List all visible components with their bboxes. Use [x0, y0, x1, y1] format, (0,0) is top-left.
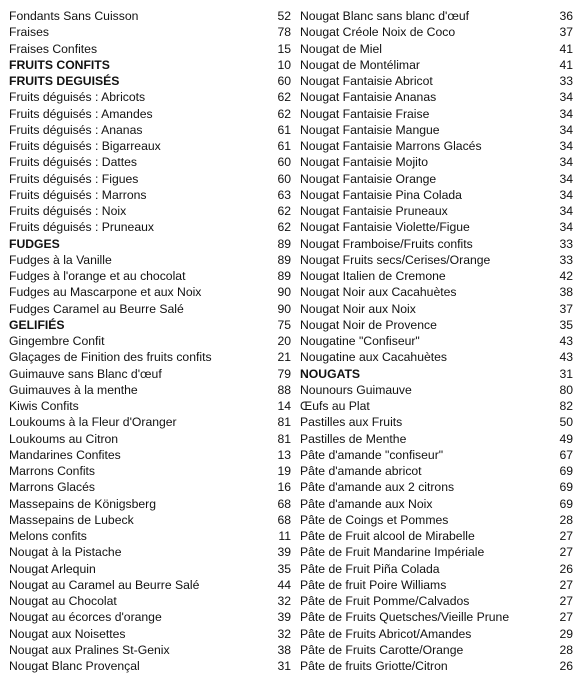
entry-page-number: 41	[559, 57, 573, 72]
entry-page-number: 82	[559, 399, 573, 413]
index-entry	[9, 642, 291, 658]
entry-page-number: 11	[278, 529, 291, 543]
entry-page-number: 69	[559, 464, 573, 478]
entry-page-number: 89	[277, 269, 291, 283]
entry-page-number: 26	[559, 659, 573, 673]
entry-page-number: 63	[277, 187, 291, 202]
index-entry	[9, 593, 291, 609]
index-entry	[9, 463, 291, 479]
index-section-heading	[300, 366, 573, 382]
index-entry	[300, 8, 573, 24]
entry-page-number: 26	[559, 561, 573, 576]
entry-page-number: 35	[277, 561, 291, 576]
entry-page-number: 62	[277, 106, 291, 121]
entry-title: Nougat aux Noisettes	[9, 626, 126, 641]
index-entry	[300, 609, 573, 625]
index-entry	[300, 447, 573, 463]
index-entry	[300, 642, 573, 658]
entry-page-number: 36	[559, 9, 573, 23]
entry-page-number: 52	[277, 9, 291, 23]
entry-page-number: 88	[277, 382, 291, 397]
index-entry	[300, 203, 573, 219]
index-section-heading	[9, 236, 291, 252]
entry-page-number: 37	[559, 301, 573, 316]
index-entry	[300, 349, 573, 365]
entry-title: Nougat Blanc Provençal	[9, 659, 140, 673]
index-entry	[9, 382, 291, 398]
entry-title: Melons confits	[9, 529, 87, 543]
index-entry	[300, 626, 573, 642]
entry-title: Fraises	[9, 25, 49, 40]
index-entry	[9, 8, 291, 24]
entry-page-number: 60	[277, 171, 291, 186]
entry-page-number: 14	[277, 399, 291, 413]
index-entry	[300, 301, 573, 317]
entry-title: Fruits déguisés : Noix	[9, 204, 127, 218]
entry-title: Œufs au Plat	[300, 399, 370, 413]
entry-title: Nougat Fantaisie Mojito	[300, 155, 429, 170]
index-column-left	[9, 8, 291, 674]
entry-title: Fudges à la Vanille	[9, 252, 112, 267]
index-entry	[300, 512, 573, 528]
index-entry	[300, 106, 573, 122]
entry-title: Pastilles aux Fruits	[300, 415, 403, 430]
entry-title: Marrons Confits	[9, 464, 96, 478]
entry-title: Pâte de Fruit alcool de Mirabelle	[300, 529, 475, 543]
index-entry	[300, 577, 573, 593]
entry-page-number: 34	[559, 171, 573, 186]
entry-title: Fruits déguisés : Abricots	[9, 90, 146, 105]
entry-page-number: 27	[559, 594, 573, 608]
index-entry	[9, 398, 291, 414]
entry-page-number: 50	[559, 415, 573, 430]
entry-title: Nougat au Caramel au Beurre Salé	[9, 577, 200, 592]
entry-page-number: 16	[277, 480, 291, 495]
entry-title: Nougat Fruits secs/Cerises/Orange	[300, 252, 491, 267]
index-entry	[9, 479, 291, 495]
index-entry	[300, 89, 573, 105]
entry-page-number: 13	[277, 447, 291, 462]
index-section-heading	[9, 73, 291, 89]
entry-title: Gingembre Confit	[9, 334, 105, 348]
entry-page-number: 27	[559, 545, 573, 560]
entry-title: FUDGES	[9, 236, 60, 251]
index-entry	[9, 284, 291, 300]
entry-title: Nougat Fantaisie Marrons Glacés	[300, 139, 482, 153]
entry-title: Massepains de Königsberg	[9, 496, 157, 511]
entry-title: Fruits déguisés : Dattes	[9, 155, 138, 170]
entry-page-number: 32	[277, 594, 291, 608]
index-entry	[300, 154, 573, 170]
index-entry	[9, 24, 291, 40]
index-entry	[300, 414, 573, 430]
index-entry	[300, 284, 573, 300]
index-entry	[9, 414, 291, 430]
entry-title: Nougat Fantaisie Violette/Figue	[300, 220, 470, 235]
entry-title: Fudges au Mascarpone et aux Noix	[9, 285, 202, 300]
entry-title: Fruits déguisés : Figues	[9, 171, 139, 186]
index-entry	[9, 577, 291, 593]
index-entry	[9, 496, 291, 512]
entry-title: Nougat Framboise/Fruits confits	[300, 236, 473, 251]
entry-page-number: 34	[559, 106, 573, 121]
entry-page-number: 28	[559, 512, 573, 527]
entry-title: Massepains de Lubeck	[9, 512, 134, 527]
index-entry	[9, 431, 291, 447]
entry-title: Nougat Fantaisie Ananas	[300, 90, 437, 105]
entry-title: Nougat Blanc sans blanc d'œuf	[300, 9, 469, 23]
entry-page-number: 62	[277, 220, 291, 235]
entry-title: Loukoums à la Fleur d'Oranger	[9, 415, 177, 430]
entry-page-number: 89	[277, 252, 291, 267]
index-entry	[9, 626, 291, 642]
index-entry	[300, 528, 573, 544]
entry-page-number: 34	[559, 90, 573, 105]
index-entry	[9, 561, 291, 577]
entry-title: Nougat Créole Noix de Coco	[300, 25, 456, 40]
entry-title: Pâte d'amande abricot	[300, 464, 422, 478]
entry-page-number: 44	[277, 577, 291, 592]
entry-page-number: 68	[277, 496, 291, 511]
entry-title: Nougat Noir aux Noix	[300, 301, 416, 316]
entry-page-number: 60	[277, 155, 291, 170]
entry-page-number: 10	[277, 57, 291, 72]
index-entry	[300, 333, 573, 349]
index-entry	[9, 609, 291, 625]
entry-title: Nougat Fantaisie Mangue	[300, 122, 440, 137]
entry-page-number: 20	[277, 334, 291, 348]
entry-page-number: 69	[559, 496, 573, 511]
entry-title: Pâte de fruit Poire Williams	[300, 577, 447, 592]
entry-page-number: 49	[559, 431, 573, 446]
entry-page-number: 32	[277, 626, 291, 641]
index-entry	[300, 382, 573, 398]
index-entry	[300, 219, 573, 235]
entry-page-number: 34	[559, 155, 573, 170]
entry-title: Nougatine aux Cacahuètes	[300, 350, 448, 365]
index-entry	[9, 106, 291, 122]
index-entry	[300, 171, 573, 187]
entry-page-number: 90	[277, 285, 291, 300]
index-entry	[300, 57, 573, 73]
entry-title: Fruits déguisés : Pruneaux	[9, 220, 154, 235]
entry-page-number: 68	[277, 512, 291, 527]
index-entry	[300, 561, 573, 577]
index-entry	[300, 41, 573, 57]
entry-page-number: 62	[277, 204, 291, 218]
index-entry	[9, 187, 291, 203]
entry-title: Nougat Fantaisie Orange	[300, 171, 437, 186]
entry-page-number: 19	[277, 464, 291, 478]
entry-title: Fondants Sans Cuisson	[9, 9, 139, 23]
entry-title: Guimauve sans Blanc d'œuf	[9, 366, 162, 381]
entry-page-number: 31	[277, 659, 291, 673]
entry-title: Pâte d'amande aux Noix	[300, 496, 433, 511]
entry-title: Pâte de Fruit Mandarine Impériale	[300, 545, 485, 560]
entry-page-number: 78	[277, 25, 291, 40]
entry-page-number: 61	[277, 139, 291, 153]
entry-page-number: 89	[277, 236, 291, 251]
entry-page-number: 39	[277, 545, 291, 560]
index-entry	[9, 366, 291, 382]
index-entry	[300, 593, 573, 609]
entry-page-number: 67	[559, 447, 573, 462]
index-entry	[300, 496, 573, 512]
entry-title: Fruits déguisés : Ananas	[9, 122, 143, 137]
entry-title: NOUGATS	[300, 366, 361, 381]
entry-page-number: 33	[559, 74, 573, 88]
index-entry	[9, 203, 291, 219]
entry-title: Nougat Fantaisie Pina Colada	[300, 187, 462, 202]
entry-page-number: 81	[277, 415, 291, 430]
entry-page-number: 43	[559, 350, 573, 365]
index-entry	[300, 138, 573, 154]
entry-title: Pâte de Fruits Abricot/Amandes	[300, 626, 472, 641]
entry-title: Nougat au Chocolat	[9, 594, 117, 608]
entry-page-number: 27	[559, 529, 573, 543]
index-entry	[300, 236, 573, 252]
entry-page-number: 38	[559, 285, 573, 300]
index-entry	[9, 349, 291, 365]
entry-title: Glaçages de Finition des fruits confits	[9, 350, 212, 365]
entry-title: Fruits déguisés : Bigarreaux	[9, 139, 161, 153]
index-column-right	[300, 8, 573, 674]
index-entry	[300, 268, 573, 284]
entry-page-number: 90	[277, 301, 291, 316]
entry-title: Nougat de Miel	[300, 41, 382, 56]
entry-page-number: 34	[559, 122, 573, 137]
entry-title: Fruits déguisés : Amandes	[9, 106, 153, 121]
entry-title: Nounours Guimauve	[300, 382, 412, 397]
index-entry	[9, 301, 291, 317]
entry-page-number: 34	[559, 139, 573, 153]
entry-page-number: 34	[559, 187, 573, 202]
entry-title: Pâte d'amande aux 2 citrons	[300, 480, 455, 495]
entry-page-number: 80	[559, 382, 573, 397]
entry-title: Fruits déguisés : Marrons	[9, 187, 147, 202]
entry-title: Pastilles de Menthe	[300, 431, 407, 446]
index-entry	[9, 41, 291, 57]
index-entry	[9, 252, 291, 268]
entry-title: Nougat Fantaisie Abricot	[300, 74, 433, 88]
entry-title: Nougat à la Pistache	[9, 545, 122, 560]
entry-title: Pâte de Coings et Pommes	[300, 512, 449, 527]
entry-page-number: 62	[277, 90, 291, 105]
entry-page-number: 37	[559, 25, 573, 40]
entry-page-number: 60	[277, 74, 291, 88]
entry-title: Marrons Glacés	[9, 480, 96, 495]
entry-page-number: 42	[559, 269, 573, 283]
entry-title: Nougat Fantaisie Pruneaux	[300, 204, 448, 218]
index-entry	[300, 463, 573, 479]
index-entry	[300, 479, 573, 495]
entry-title: Guimauves à la menthe	[9, 382, 138, 397]
entry-page-number: 43	[559, 334, 573, 348]
index-entry	[9, 447, 291, 463]
entry-title: Pâte de Fruit Piña Colada	[300, 561, 440, 576]
entry-title: Fraises Confites	[9, 41, 98, 56]
index-entry	[9, 268, 291, 284]
entry-title: Pâte d'amande "confiseur"	[300, 447, 444, 462]
entry-page-number: 31	[559, 366, 573, 381]
index-entry	[9, 658, 291, 674]
entry-title: Mandarines Confites	[9, 447, 121, 462]
entry-page-number: 33	[559, 236, 573, 251]
entry-page-number: 29	[559, 626, 573, 641]
entry-page-number: 27	[559, 577, 573, 592]
index-entry	[300, 544, 573, 560]
entry-page-number: 28	[559, 642, 573, 657]
entry-page-number: 21	[277, 350, 291, 365]
entry-title: Pâte de fruits Griotte/Citron	[300, 659, 448, 673]
index-entry	[300, 187, 573, 203]
index-entry	[300, 24, 573, 40]
entry-title: Fudges Caramel au Beurre Salé	[9, 301, 184, 316]
index-entry	[300, 431, 573, 447]
entry-page-number: 39	[277, 610, 291, 625]
index-entry	[9, 544, 291, 560]
index-entry	[9, 528, 291, 544]
index-entry	[9, 154, 291, 170]
entry-title: Pâte de Fruits Carotte/Orange	[300, 642, 464, 657]
entry-title: Kiwis Confits	[9, 399, 79, 413]
entry-page-number: 69	[559, 480, 573, 495]
entry-page-number: 33	[559, 252, 573, 267]
entry-page-number: 15	[277, 41, 291, 56]
entry-page-number: 35	[559, 317, 573, 332]
index-entry	[300, 398, 573, 414]
entry-page-number: 81	[277, 431, 291, 446]
entry-title: Nougat Noir aux Cacahuètes	[300, 285, 457, 300]
entry-page-number: 75	[277, 317, 291, 332]
index-section-heading	[9, 57, 291, 73]
entry-title: Nougatine "Confiseur"	[300, 334, 420, 348]
entry-page-number: 38	[277, 642, 291, 657]
index-entry	[300, 122, 573, 138]
index-entry	[9, 333, 291, 349]
index-entry	[300, 658, 573, 674]
entry-title: Nougat au écorces d'orange	[9, 610, 162, 625]
entry-title: Nougat Noir de Provence	[300, 317, 437, 332]
entry-title: Fudges à l'orange et au chocolat	[9, 269, 186, 283]
entry-title: GELIFIÉS	[9, 317, 65, 332]
entry-title: Nougat Italien de Cremone	[300, 269, 446, 283]
index-entry	[9, 138, 291, 154]
index-entry	[300, 252, 573, 268]
entry-title: Nougat de Montélimar	[300, 57, 420, 72]
entry-title: Pâte de Fruit Pomme/Calvados	[300, 594, 470, 608]
entry-page-number: 27	[559, 610, 573, 625]
entry-title: FRUITS DEGUISÉS	[9, 74, 120, 88]
entry-page-number: 34	[559, 204, 573, 218]
entry-title: FRUITS CONFITS	[9, 57, 110, 72]
index-entry	[9, 122, 291, 138]
entry-page-number: 79	[277, 366, 291, 381]
entry-page-number: 61	[277, 122, 291, 137]
index-entry	[9, 171, 291, 187]
entry-title: Nougat Arlequin	[9, 561, 96, 576]
index-entry	[300, 73, 573, 89]
index-entry	[300, 317, 573, 333]
entry-title: Nougat Fantaisie Fraise	[300, 106, 430, 121]
entry-title: Pâte de Fruits Quetsches/Vieille Prune	[300, 610, 510, 625]
entry-title: Nougat aux Pralines St-Genix	[9, 642, 170, 657]
entry-title: Loukoums au Citron	[9, 431, 119, 446]
entry-page-number: 41	[559, 41, 573, 56]
index-entry	[9, 219, 291, 235]
index-section-heading	[9, 317, 291, 333]
index-entry	[9, 512, 291, 528]
index-entry	[9, 89, 291, 105]
entry-page-number: 34	[559, 220, 573, 235]
